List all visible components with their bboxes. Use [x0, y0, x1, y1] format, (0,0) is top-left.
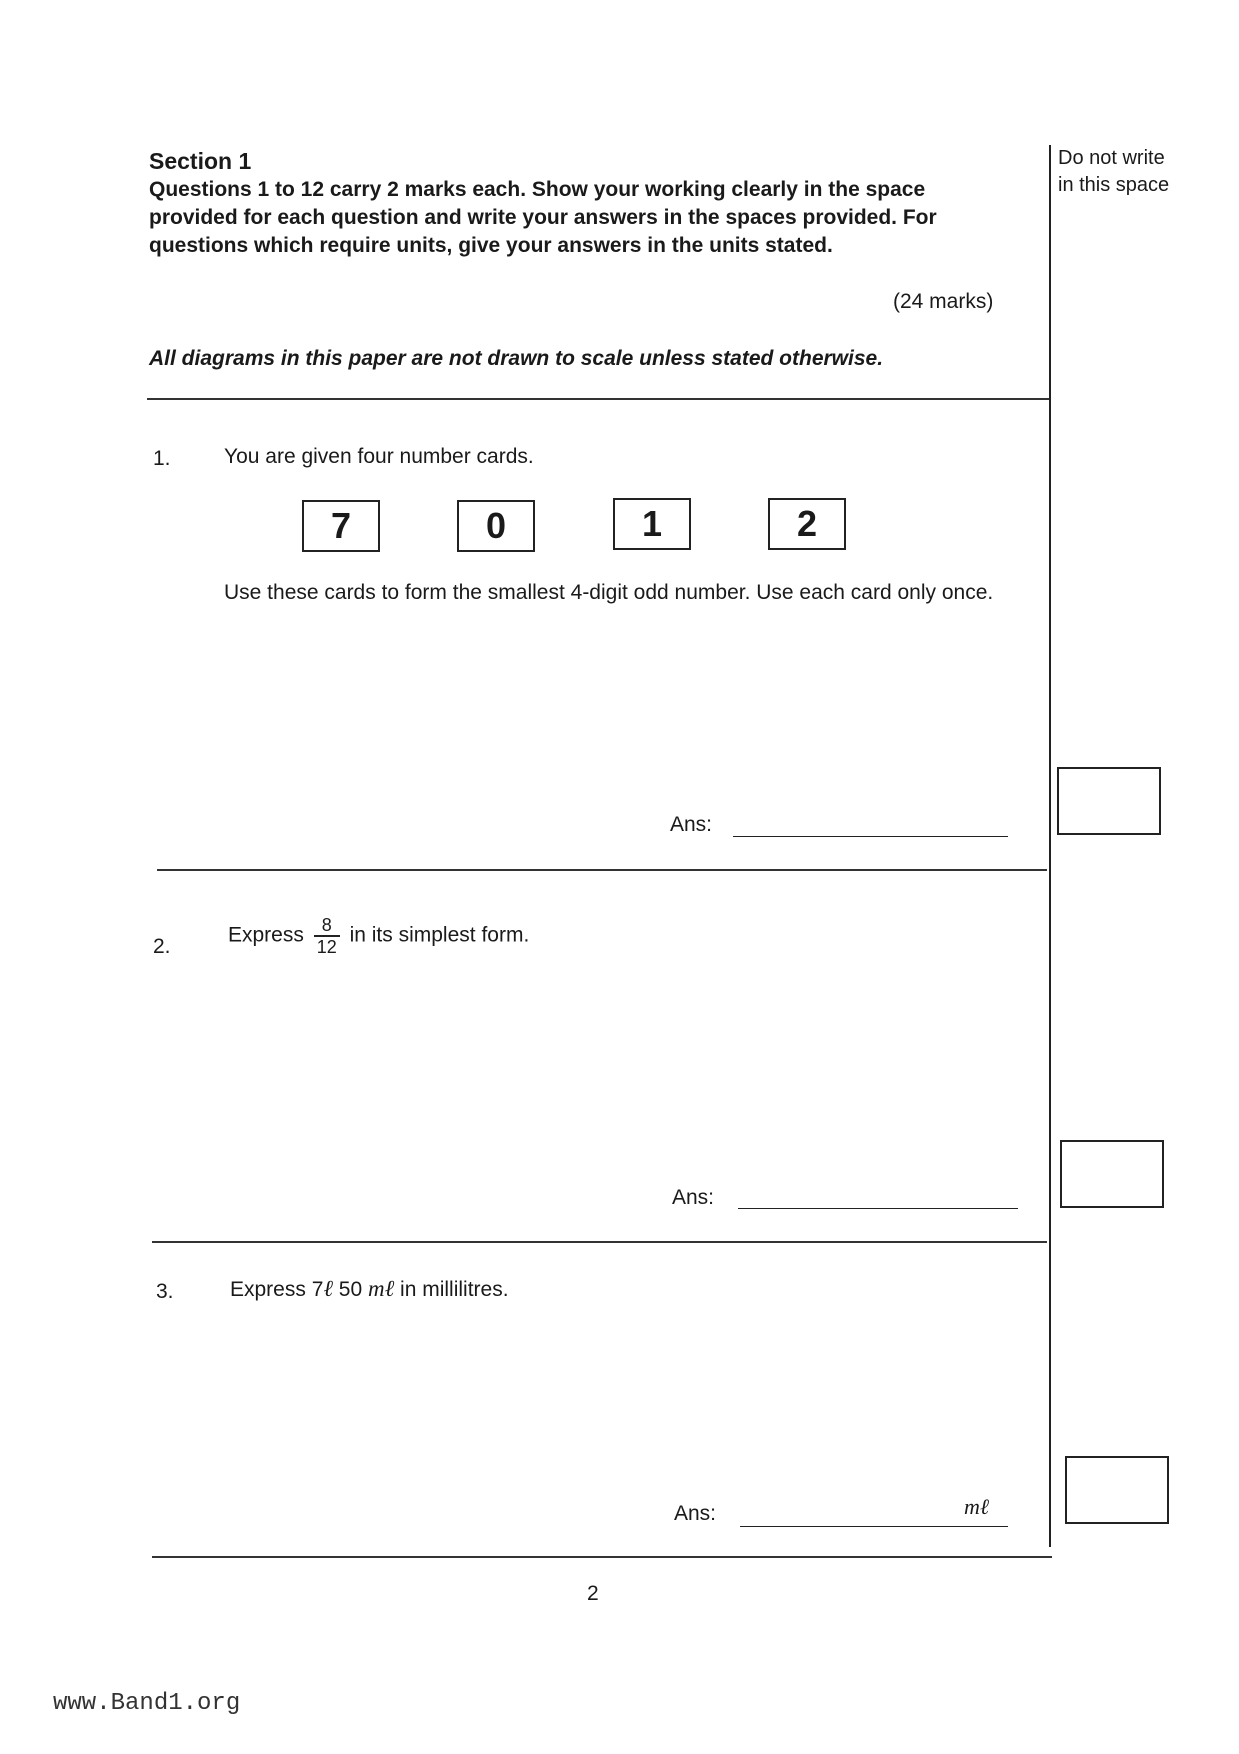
- question-3-ans-label: Ans:: [674, 1502, 717, 1525]
- fraction-denominator: 12: [316, 937, 337, 957]
- question-2-text: [228, 915, 529, 957]
- question-2-text-before: Express: [228, 923, 304, 947]
- question-3-answer-unit: mℓ: [964, 1494, 990, 1519]
- question-2-divider: [152, 1241, 1047, 1243]
- fraction: [314, 915, 340, 957]
- question-2-number: 2.: [153, 935, 171, 958]
- section-marks: (24 marks): [893, 290, 994, 313]
- question-1-answer-line[interactable]: [733, 836, 1008, 837]
- number-card: 2: [768, 498, 846, 550]
- question-2-mark-box: [1060, 1140, 1164, 1208]
- number-card: 1: [613, 498, 691, 550]
- question-1-number: 1.: [153, 447, 171, 470]
- question-1-ans-label: Ans:: [670, 813, 713, 836]
- millilitre-unit: mℓ: [368, 1276, 395, 1301]
- question-1-text: You are given four number cards.: [224, 445, 534, 468]
- question-2-text-after: in its simplest form.: [349, 923, 530, 947]
- page-number: 2: [587, 1582, 599, 1605]
- question-3-text-c: in millilitres.: [394, 1278, 509, 1301]
- page-bottom-rule: [152, 1556, 1052, 1558]
- margin-label-line1: Do not write: [1058, 147, 1165, 169]
- fraction-numerator: 8: [314, 915, 340, 937]
- margin-divider: [1049, 145, 1051, 1547]
- margin-label: [1058, 145, 1169, 199]
- watermark: www.Band1.org: [53, 1690, 241, 1717]
- question-3-text-a: Express 7: [230, 1278, 324, 1301]
- number-card: 7: [302, 500, 380, 552]
- section-title: Section 1: [149, 148, 252, 174]
- question-3-text: [230, 1272, 509, 1307]
- question-3-number: 3.: [156, 1280, 174, 1303]
- question-1-mark-box: [1057, 767, 1161, 835]
- question-3-text-b: 50: [332, 1278, 368, 1301]
- number-card: 0: [457, 500, 535, 552]
- question-1-instructions: Use these cards to form the smallest 4-digit odd number. Use each card only once.: [224, 581, 994, 604]
- diagram-note: All diagrams in this paper are not drawn to scale unless stated otherwise.: [149, 347, 884, 370]
- section-instructions: Questions 1 to 12 carry 2 marks each. Show your working clearly in the space provided for each question and write your answers in the spaces provided. For questions which require units, give your answers in the units stated.: [149, 178, 937, 257]
- question-2-ans-label: Ans:: [672, 1186, 715, 1209]
- question-1-divider: [157, 869, 1047, 871]
- litre-unit: ℓ: [323, 1276, 333, 1301]
- section-divider: [147, 398, 1049, 400]
- margin-label-line2: in this space: [1058, 174, 1170, 196]
- question-3-mark-box: [1065, 1456, 1169, 1524]
- question-3-answer-line[interactable]: [740, 1526, 1008, 1527]
- question-2-answer-line[interactable]: [738, 1208, 1018, 1209]
